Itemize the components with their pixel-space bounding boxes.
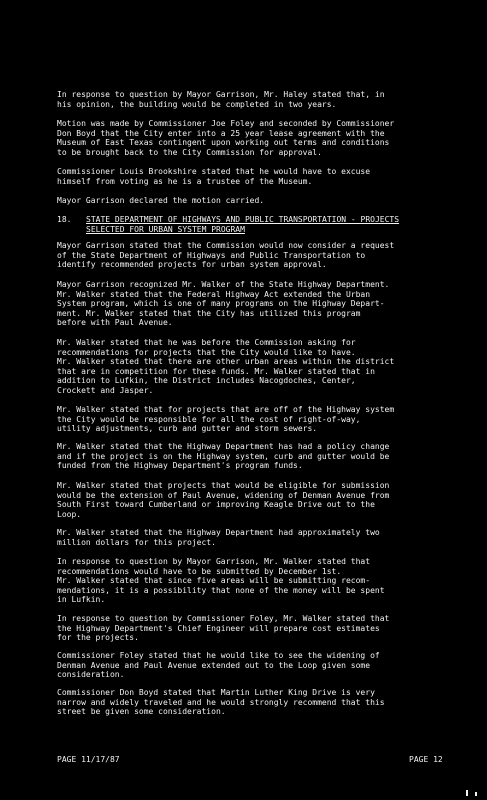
section-number: 18. bbox=[57, 215, 72, 224]
paragraph-funding-amount: Mr. Walker stated that the Highway Department had approximately two million dollars for this project. bbox=[57, 528, 380, 547]
paragraph-walker-recommendations: Mr. Walker stated that he was before the Commission asking for recommendations for projects that the City would like to have. Mr. Walker stated that there are other urban areas within the district that are in competition for these funds. Mr. Walker stated that in addition to Lufkin, the District includes Nacogdoches, Center, Crockett and Jasper. bbox=[57, 338, 395, 395]
paragraph-consider-request: Mayor Garrison stated that the Commission would now consider a request of the State Department of Highways and Public Transportation to identify recommended projects for urban system approval. bbox=[57, 241, 395, 270]
footer-page-number: PAGE 12 bbox=[409, 755, 443, 764]
scan-speck bbox=[466, 790, 468, 796]
paragraph-off-system-costs: Mr. Walker stated that for projects that are off of the Highway system the City would be responsible for all the cost of right-of-way, utility adjustments, curb and gutter and storm sewers. bbox=[57, 405, 395, 434]
paragraph-cost-estimates: In response to question by Commissioner Foley, Mr. Walker stated that the Highway Department's Chief Engineer will prepare cost estimates for the projects. bbox=[57, 614, 390, 643]
paragraph-foley-denman: Commissioner Foley stated that he would like to see the widening of Denman Avenue and Paul Avenue extended out to the Loop given some consideration. bbox=[57, 651, 380, 680]
footer-date: PAGE 11/17/87 bbox=[57, 755, 120, 764]
paragraph-brookshire-excuse: Commissioner Louis Brookshire stated that he would have to excuse himself from voting as he is a trustee of the Museum. bbox=[57, 167, 371, 186]
paragraph-policy-change: Mr. Walker stated that the Highway Department has had a policy change and if the project is on the Highway system, curb and gutter would be funded from the Highway Department's program funds. bbox=[57, 442, 390, 471]
paragraph-motion-carried: Mayor Garrison declared the motion carried. bbox=[57, 196, 265, 205]
paragraph-haley-opinion: In response to question by Mayor Garrison, Mr. Haley stated that, in his opinion, the building would be completed in two years. bbox=[57, 90, 385, 109]
section-title: STATE DEPARTMENT OF HIGHWAYS AND PUBLIC TRANSPORTATION - PROJECTS SELECTED FOR URBAN SYSTEM PROGRAM bbox=[86, 215, 400, 234]
paragraph-lease-motion: Motion was made by Commissioner Joe Foley and seconded by Commissioner Don Boyd that the City enter into a 25 year lease agreement with the Museum of East Texas contingent upon working out terms and conditions to be brought back to the City Commission for approval. bbox=[57, 119, 395, 157]
paragraph-boyd-mlk-drive: Commissioner Don Boyd stated that Martin Luther King Drive is very narrow and widely traveled and he would strongly recommend that this street be given some consideration. bbox=[57, 688, 385, 717]
paragraph-submission-deadline: In response to question by Mayor Garrison, Mr. Walker stated that recommendations would have to be submitted by December 1st. Mr. Walker stated that since five areas will be submitting recom- mendations, it is a possibility that none of the money will be spent in Lufkin. bbox=[57, 557, 385, 605]
paragraph-eligible-projects: Mr. Walker stated that projects that would be eligible for submission would be the extension of Paul Avenue, widening of Denman Avenue from South First toward Cumberland or improving Keagle Drive out to the Loop. bbox=[57, 481, 390, 519]
paragraph-walker-recognized: Mayor Garrison recognized Mr. Walker of the State Highway Department. Mr. Walker stated that the Federal Highway Act extended the Urban System program, which is one of many programs on the Highway Depart- ment. Mr. Walker stated that the City has utilized this program before with Paul Avenue. bbox=[57, 280, 390, 328]
scan-speck bbox=[475, 792, 477, 796]
